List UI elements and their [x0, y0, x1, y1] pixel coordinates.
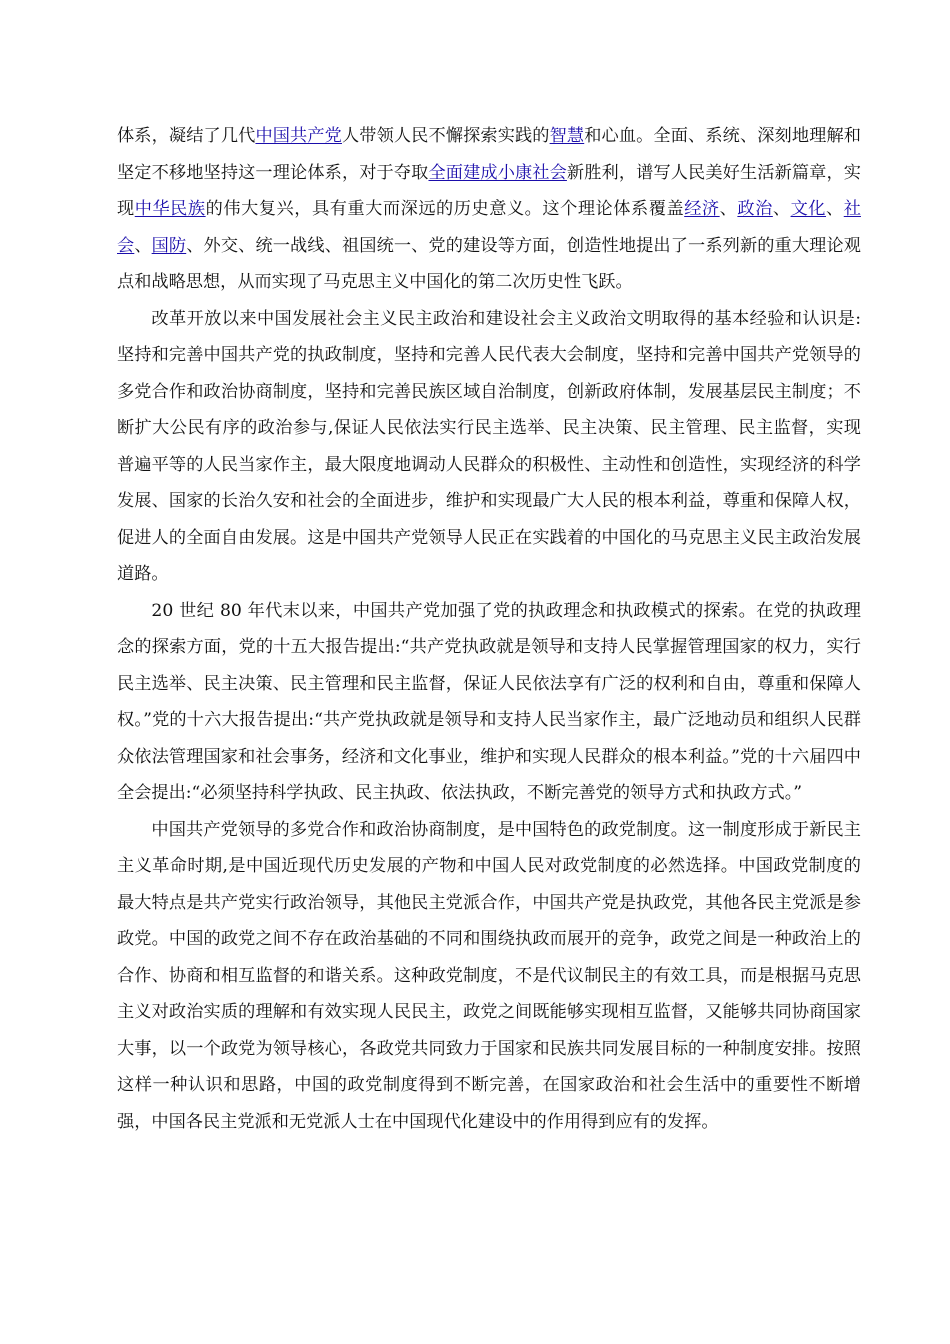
inline-link[interactable]: 中国共产党	[255, 126, 342, 146]
inline-link[interactable]: 全面建成小康社会	[428, 162, 567, 183]
text-segment: 20 世纪 80 年代末以来，中国共产党加强了党的执政理念和执政模式的探索。在党的执政理念的探索方面，党的十五大报告提出:“共产党执政就是领导和支持人民掌握管理国家的权力，实行民主选举、民主决策、民主管理和民主监督，保证人民依法享有广泛的权利和自由，尊重和保障人权。”党的十六大报告提出:“共产党执政就是领导和支持人民当家作主，最广泛地动员和组织人民群众依法管理国家和社会事务，经济和文化事业，维护和实现人民群众的根本利益。”党的十六届四中全会提出:“必须坚持科学执政、民主执政、依法执政，不断完善党的领导方式和执政方式。”	[117, 600, 861, 803]
text-segment: 、	[826, 199, 844, 219]
inline-link[interactable]: 社会	[117, 199, 861, 256]
inline-link[interactable]: 经济	[684, 199, 720, 219]
inline-link[interactable]: 智慧	[549, 126, 585, 146]
text-segment: 、	[719, 199, 738, 219]
paragraph	[117, 118, 861, 301]
text-segment: 、	[134, 235, 152, 256]
text-segment: 、外交、统一战线、祖国统一、党的建设等方面，创造性地提出了一系列新的重大理论观点和战略思想，从而实现了马克思主义中国化的第二次历史性飞跃。	[117, 235, 861, 292]
text-segment: 、	[772, 199, 791, 219]
text-segment: 改革开放以来中国发展社会主义民主政治和建设社会主义政治文明取得的基本经验和认识是:坚持和完善中国共产党的执政制度，坚持和完善人民代表大会制度，坚持和完善中国共产党领导的多党合作和政治协商制度，坚持和完善民族区域自治制度，创新政府体制，发展基层民主制度；不断扩大公民有序的政治参与,保证人民依法实行民主选举、民主决策、民主管理、民主监督，实现普遍平等的人民当家作主，最大限度地调动人民群众的积极性、主动性和创造性，实现经济的科学发展、国家的长治久安和社会的全面进步，维护和实现最广大人民的根本利益，尊重和保障人权，促进人的全面自由发展。这是中国共产党领导人民正在实践着的中国化的马克思主义民主政治发展道路。	[117, 308, 861, 584]
text-segment: 中国共产党领导的多党合作和政治协商制度，是中国特色的政党制度。这一制度形成于新民主主义革命时期,是中国近现代历史发展的产物和中国人民对政党制度的必然选择。中国政党制度的最大特点是共产党实行政治领导，其他民主党派合作，中国共产党是执政党，其他各民主党派是参政党。中国的政党之间不存在政治基础的不同和围绕执政而展开的竞争，政党之间是一种政治上的合作、协商和相互监督的和谐关系。这种政党制度，不是代议制民主的有效工具，而是根据马克思主义对政治实质的理解和有效实现人民民主，政党之间既能够实现相互监督，又能够共同协商国家大事，以一个政党为领导核心，各政党共同致力于国家和民族共同发展目标的一种制度安排。按照这样一种认识和思路，中国的政党制度得到不断完善，在国家政治和社会生活中的重要性不断增强，中国各民主党派和无党派人士在中国现代化建设中的作用得到应有的发挥。	[117, 819, 861, 1132]
inline-link[interactable]: 政治	[737, 199, 773, 219]
inline-link[interactable]: 文化	[790, 199, 827, 219]
inline-link[interactable]: 中华民族	[134, 199, 206, 219]
document-body	[117, 118, 861, 1140]
text-segment: 人带领人民不懈探索实践的	[341, 126, 550, 146]
text-segment: 和心血。全面、系统、深刻地理解和坚定不移地坚持这一理论体系，对于夺取	[117, 126, 861, 183]
text-segment: 体系，凝结了几代	[117, 126, 256, 146]
paragraph	[117, 301, 861, 593]
paragraph	[117, 593, 861, 812]
inline-link[interactable]: 国防	[151, 235, 187, 256]
text-segment: 的伟大复兴，具有重大而深远的历史意义。这个理论体系覆盖	[205, 199, 685, 219]
paragraph	[117, 812, 861, 1141]
text-segment: 新胜利，谱写人民美好生活新篇章，实现	[117, 162, 861, 219]
